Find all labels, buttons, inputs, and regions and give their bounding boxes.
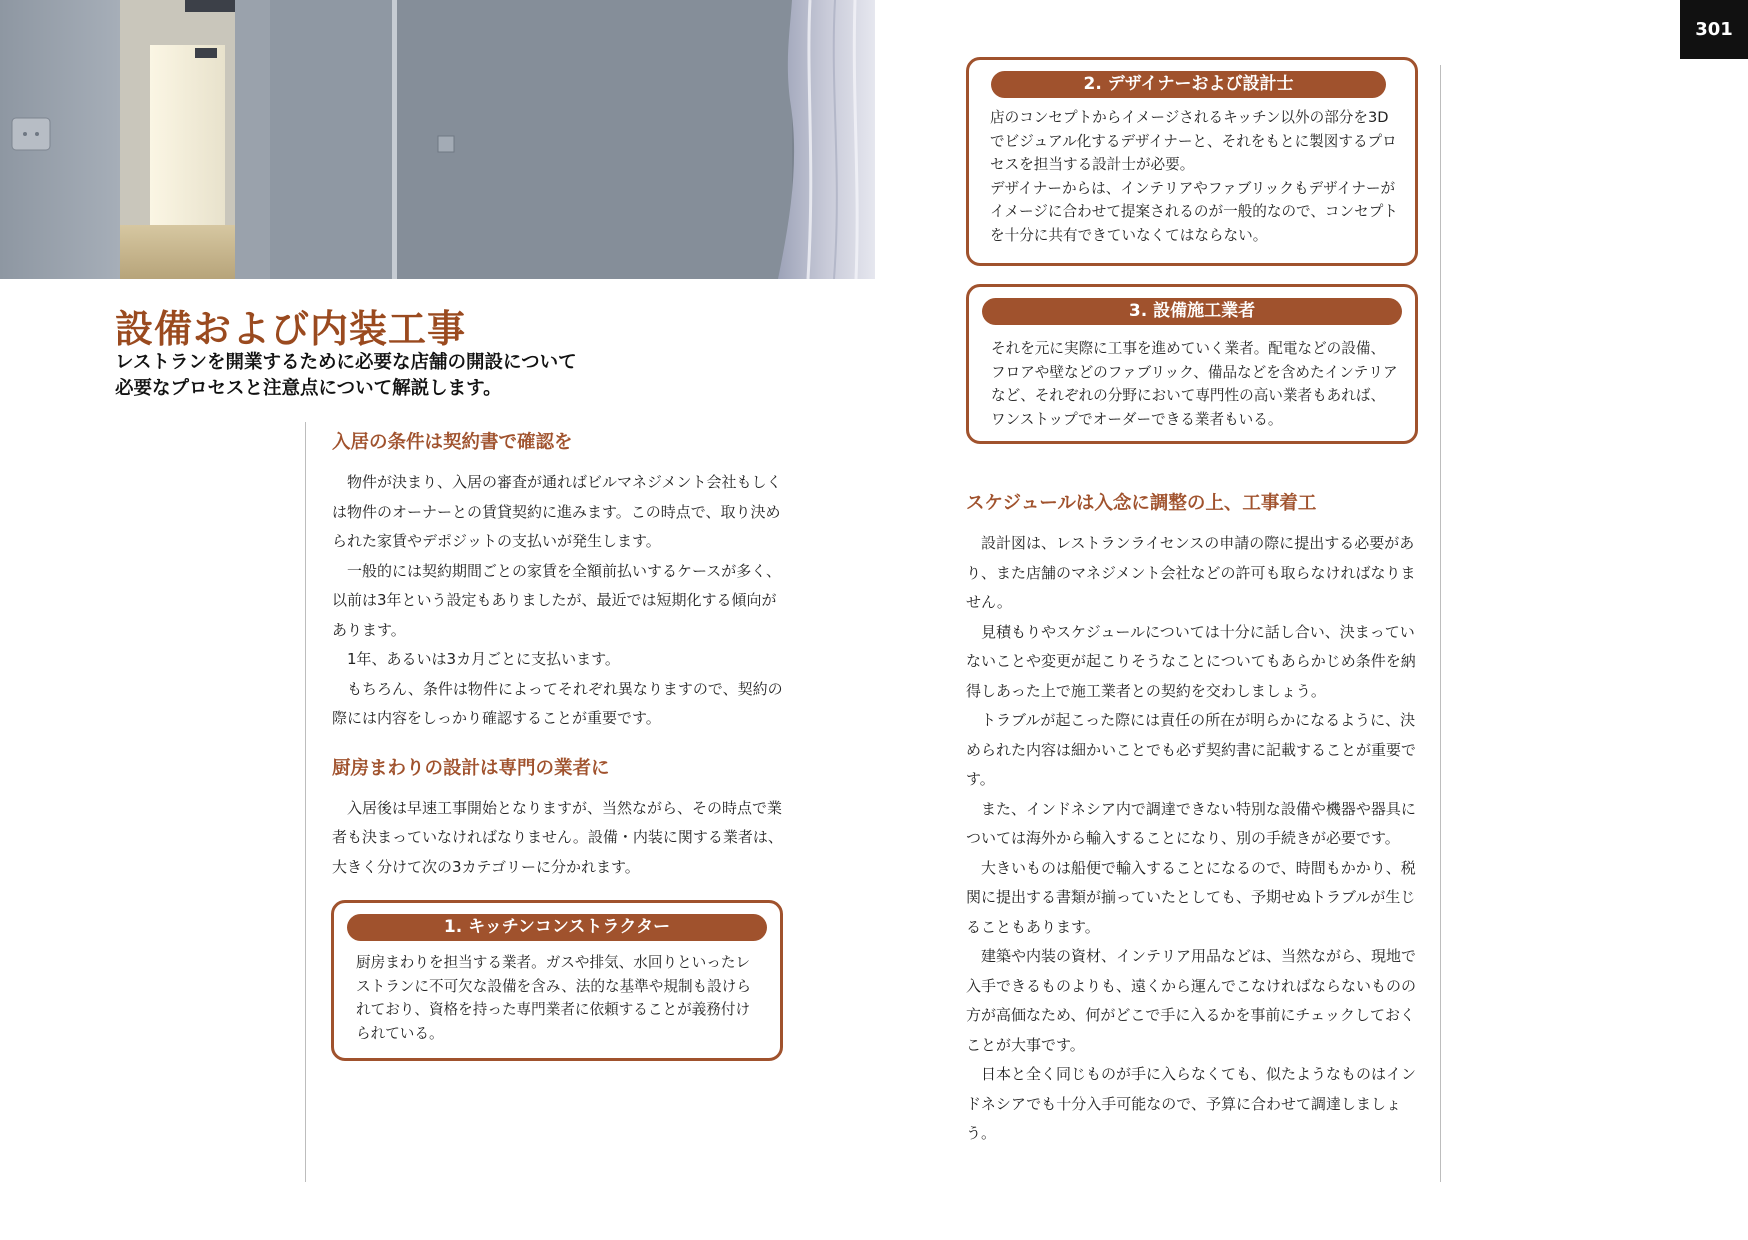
paragraph: 設計図は、レストランライセンスの申請の際に提出する必要があり、また店舗のマネジメント会社などの許可も取らなければなりません。 [966, 534, 1416, 611]
left-column-rule [305, 422, 306, 1182]
subtitle [115, 350, 735, 402]
page-number-right: 301 [1680, 0, 1748, 59]
box-body [991, 337, 1399, 431]
right-column-rule [1440, 65, 1441, 1182]
paragraph: 1年、あるいは3カ月ごとに支払います。 [347, 650, 620, 668]
subtitle-line: 必要なプロセスと注意点について解説します。 [115, 378, 502, 399]
paragraph: もちろん、条件は物件によってそれぞれ異なりますので、契約の際には内容をしっかり確認することが重要です。 [332, 679, 783, 727]
section-body [332, 794, 784, 883]
section-body [966, 529, 1418, 1149]
page-title: 設備および内装工事 [115, 307, 467, 351]
paragraph: 一般的には契約期間ごとの家賃を全額前払いするケースが多く、以前は3年という設定もありましたが、最近では短期化する傾向があります。 [332, 561, 781, 639]
box-text: 店のコンセプトからイメージされるキッチン以外の部分を3Dでビジュアル化するデザイナーと、それをもとに製図するプロセスを担当する設計士が必要。 [990, 109, 1397, 174]
category-box-equipment-contractor [966, 284, 1418, 444]
paragraph: トラブルが起こった際には責任の所在が明らかになるように、決められた内容は細かいことでも必ず契約書に記載することが重要です。 [966, 711, 1417, 788]
paragraph: 大きいものは船便で輸入することになるので、時間もかかり、税関に提出する書類が揃っていたとしても、予期せぬトラブルが生じることもあります。 [966, 858, 1416, 936]
section-body [332, 468, 784, 734]
subtitle-line: レストランを開業するために必要な店舗の開設について [115, 352, 577, 373]
right-column [966, 489, 1418, 1149]
box-text: デザイナーからは、インテリアやファブリックもデザイナーがイメージに合わせて提案されるのが一般的なので、コンセプトを十分に共有できていなくてはならない。 [990, 179, 1398, 244]
section-heading: 厨房まわりの設計は専門の業者に [332, 757, 610, 779]
paragraph: 物件が決まり、入居の審査が通ればビルマネジメント会社もしくは物件のオーナーとの賃貸契約に進みます。この時点で、取り決められた家賃やデポジットの支払いが発生します。 [332, 473, 782, 550]
paragraph: 入居後は早速工事開始となりますが、当然ながら、その時点で業者も決まっていなければなりません。設備・内装に関する業者は、大きく分けて次の3カテゴリーに分かれます。 [332, 798, 783, 876]
category-box-kitchen-constructor [331, 900, 783, 1061]
box-body [356, 951, 764, 1045]
category-box-designer [966, 57, 1418, 266]
left-column [332, 428, 784, 882]
box-text: 厨房まわりを担当する業者。ガスや排気、水回りといったレストランに不可欠な設備を含み、法的な基準や規制も設けられており、資格を持った専門業者に依頼することが義務付けられている。 [356, 954, 751, 1042]
paragraph: 見積もりやスケジュールについては十分に話し合い、決まっていないことや変更が起こりそうなことについてもあらかじめ条件を納得しあった上で施工業者との契約を交わしましょう。 [966, 622, 1416, 700]
interior-construction-photo [0, 0, 875, 279]
box-title: 1. キッチンコンストラクター [347, 914, 767, 941]
paragraph: 日本と全く同じものが手に入らなくても、似たようなものはインドネシアでも十分入手可能なので、予算に合わせて調達しましょう。 [966, 1065, 1417, 1142]
section-heading: 入居の条件は契約書で確認を [332, 432, 573, 453]
paragraph: 建築や内装の資材、インテリア用品などは、当然ながら、現地で入手できるものよりも、遠くから運んでこなければならないものの方が高価なため、何がどこで手に入るかを事前にチェックしておくことが大事です。 [966, 947, 1417, 1054]
box-title: 2. デザイナーおよび設計士 [991, 71, 1386, 98]
box-body [990, 106, 1398, 248]
section-heading: スケジュールは入念に調整の上、工事着工 [966, 493, 1317, 514]
paragraph: また、インドネシア内で調達できない特別な設備や機器や器具については海外から輸入することになり、別の手続きが必要です。 [966, 799, 1416, 847]
box-text: それを元に実際に工事を進めていく業者。配電などの設備、フロアや壁などのファブリック、備品などを含めたインテリアなど、それぞれの分野において専門性の高い業者もあれば、ワンストップでオーダーできる業者もいる。 [991, 340, 1398, 428]
box-title: 3. 設備施工業者 [982, 298, 1402, 325]
